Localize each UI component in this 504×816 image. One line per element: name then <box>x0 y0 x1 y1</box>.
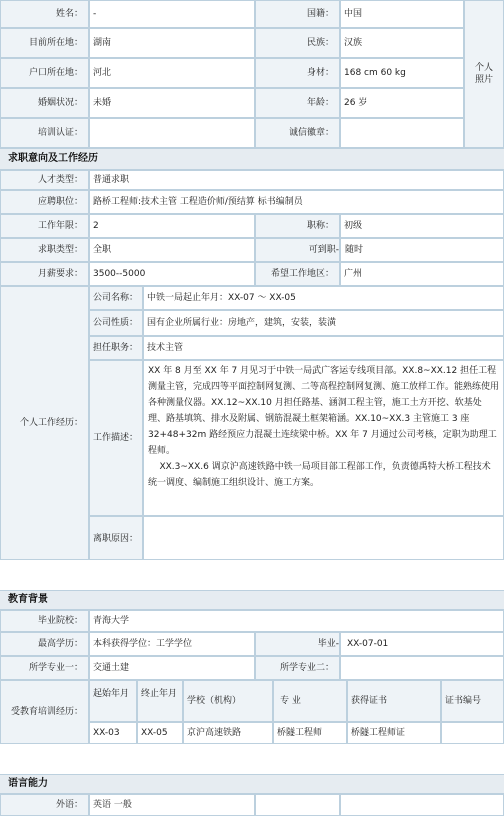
graduation-value: XX-07-01 <box>340 632 504 656</box>
arrival-label: 可到职- <box>255 238 340 262</box>
language-section-title: 语言能力 <box>0 774 504 794</box>
degree-value: 本科获得学位：工学学位 <box>89 632 255 656</box>
leave-reason-label: 离职原因： <box>89 516 143 560</box>
job-type-value: 全职 <box>89 238 255 262</box>
job-section-title: 求职意向及工作经历 <box>0 148 504 170</box>
leave-reason-value <box>143 516 504 560</box>
work-experience-label: 个人工作经历： <box>0 286 89 560</box>
talent-type-value: 普通求职 <box>89 170 504 190</box>
marital-label: 婚姻状况： <box>0 88 89 118</box>
training-label: 培训认证： <box>0 118 89 148</box>
name-value: - <box>89 0 255 28</box>
school-label: 毕业院校： <box>0 610 89 632</box>
ethnicity-label: 民族： <box>255 28 340 58</box>
major-one-value: 交通土建 <box>89 656 255 680</box>
major-two-value <box>340 656 504 680</box>
education-training-label: 受教育培训经历： <box>0 680 89 744</box>
table-header-start: 起始年月 <box>89 680 137 722</box>
work-years-label: 工作年限： <box>0 214 89 238</box>
role-value: 技术主管 <box>143 336 504 360</box>
salary-value: 3500--5000 <box>89 262 255 286</box>
empty-cell <box>255 794 340 816</box>
body-label: 身材： <box>255 58 340 88</box>
age-value: 26 岁 <box>340 88 464 118</box>
photo-label-line2: 照片 <box>474 75 493 85</box>
foreign-language-value: 英语 一般 <box>89 794 255 816</box>
photo-label-line1: 个人 <box>474 62 493 73</box>
age-label: 年龄： <box>255 88 340 118</box>
location-value: 湖南 <box>89 28 255 58</box>
hukou-value: 河北 <box>89 58 255 88</box>
company-name-value: 中铁一局起止年月：XX-07 ～ XX-05 <box>143 286 504 310</box>
job-title-value: 初级 <box>340 214 504 238</box>
company-nature-label: 公司性质： <box>89 310 143 336</box>
hukou-label: 户口所在地： <box>0 58 89 88</box>
education-section-title: 教育背景 <box>0 590 504 610</box>
major-two-label: 所学专业二： <box>255 656 340 680</box>
position-label: 应聘职位： <box>0 190 89 214</box>
ethnicity-value: 汉族 <box>340 28 464 58</box>
table-cell-certificate: 桥隧工程师证 <box>347 722 441 744</box>
table-cell-cert-no <box>441 722 504 744</box>
table-cell-start: XX-03 <box>89 722 137 744</box>
graduation-label: 毕业- <box>255 632 340 656</box>
degree-label: 最高学历： <box>0 632 89 656</box>
salary-label: 月薪要求： <box>0 262 89 286</box>
company-nature-value: 国有企业所属行业：房地产，建筑，安装，装潢 <box>143 310 504 336</box>
table-header-cert-no: 证书编号 <box>441 680 504 722</box>
table-cell-end: XX-05 <box>137 722 183 744</box>
table-header-school: 学校（机构） <box>183 680 273 722</box>
training-value <box>89 118 255 148</box>
nationality-label: 国籍： <box>255 0 340 28</box>
spacer <box>0 560 504 590</box>
work-years-value: 2 <box>89 214 255 238</box>
body-value: 168 cm 60 kg <box>340 58 464 88</box>
major-one-label: 所学专业一： <box>0 656 89 680</box>
role-label: 担任职务： <box>89 336 143 360</box>
spacer <box>0 744 504 774</box>
name-label: 姓名： <box>0 0 89 28</box>
school-value: 青海大学 <box>89 610 504 632</box>
photo-placeholder <box>464 0 504 148</box>
foreign-language-label: 外语： <box>0 794 89 816</box>
job-description-label: 工作描述： <box>89 360 143 516</box>
table-header-certificate: 获得证书 <box>347 680 441 722</box>
nationality-value: 中国 <box>340 0 464 28</box>
job-type-label: 求职类型： <box>0 238 89 262</box>
table-cell-major: 桥隧工程师 <box>273 722 347 744</box>
job-description-value: XX 年 8 月至 XX 年 7 月见习于中铁一局武广客运专线项目部。XX.8~XX.12 担任工程测量主管，完成四等平面控制网复测、二等高程控制网复测、施工放样工作。能熟练使用各种测量仪器。XX.12~XX.10 月担任路基、涵洞工程主管，施工土方开挖、软基处理、路基填筑、排水及附属、钢筋混凝土框架箱涵。XX.10~XX.3 主管施工 3 座 32+48+32m 路经预应力混凝土连续梁中桥。XX 年 7 月通过公司考核，定职为助理工程师。 XX.3~XX.6 调京沪高速铁路中铁一局项目部工程部工作，负责德禹特大桥工程技术统一调度、编制施工组织设计、施工方案。 <box>143 360 504 516</box>
location-label: 目前所在地： <box>0 28 89 58</box>
talent-type-label: 人才类型： <box>0 170 89 190</box>
region-value: 广州 <box>340 262 504 286</box>
credit-badge-value <box>340 118 464 148</box>
job-title-label: 职称： <box>255 214 340 238</box>
marital-value: 未婚 <box>89 88 255 118</box>
position-value: 路桥工程师:技术主管 工程造价师/预结算 标书编制员 <box>89 190 504 214</box>
region-label: 希望工作地区： <box>255 262 340 286</box>
empty-cell <box>340 794 504 816</box>
table-header-end: 终止年月 <box>137 680 183 722</box>
arrival-value: 随时 <box>340 238 504 262</box>
credit-badge-label: 诚信徽章： <box>255 118 340 148</box>
table-cell-school: 京沪高速铁路 <box>183 722 273 744</box>
company-name-label: 公司名称： <box>89 286 143 310</box>
table-header-major: 专 业 <box>273 680 347 722</box>
